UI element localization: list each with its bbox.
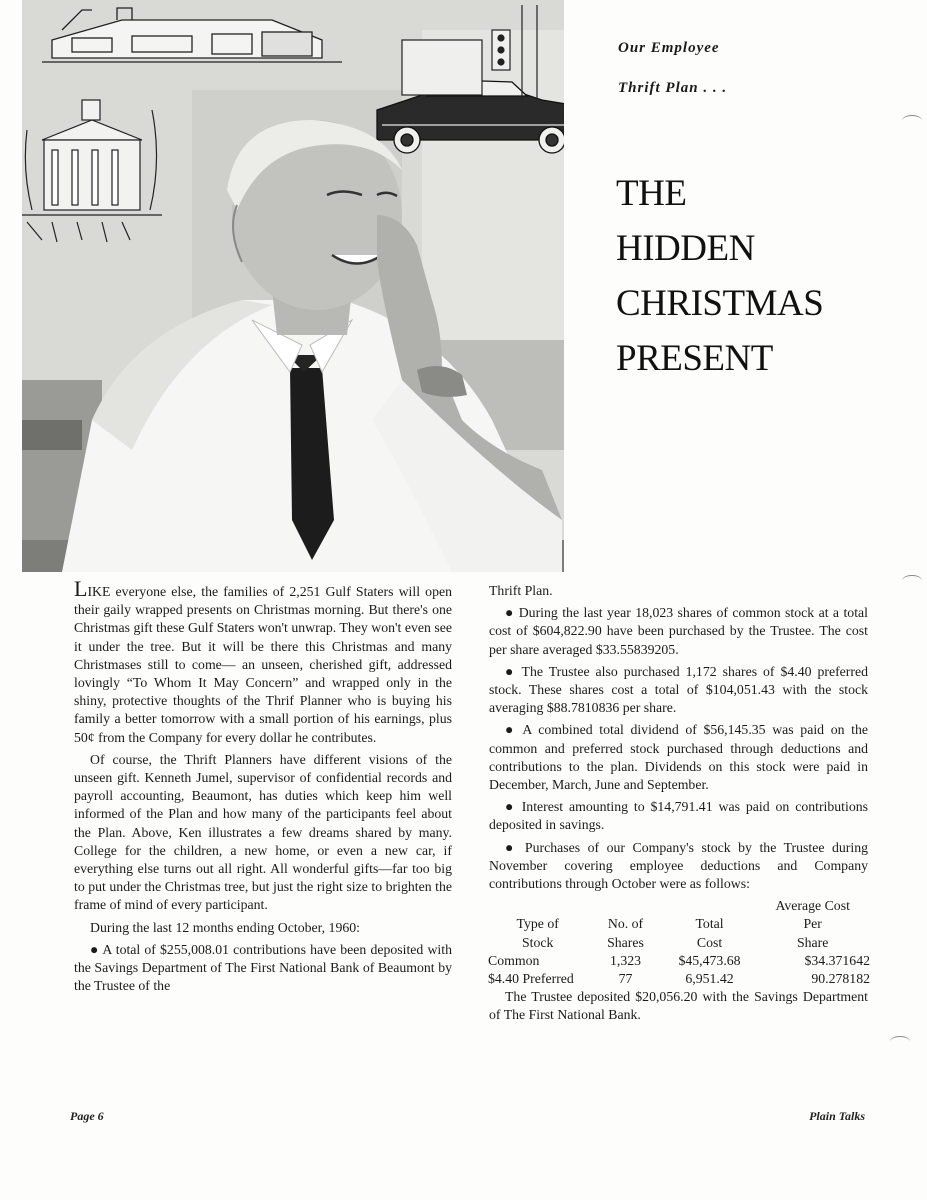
footer-publication: Plain Talks	[809, 1109, 865, 1123]
table-row	[488, 952, 870, 970]
cell-per-share: $34.371642	[804, 952, 870, 968]
bullet-text: Purchases of our Company's stock by the Trustee during November covering employee deductions and Company contributions through October were as follows:	[489, 839, 869, 892]
bullet-item-dividend	[489, 721, 868, 794]
page-title	[616, 166, 916, 386]
bullet-item-purchases	[489, 839, 868, 894]
paragraph-intro-text: IKE everyone else, the families of 2,251 Gulf Staters will open their gaily wrapped presents on Christmas morning. But there's one Christmas gift these Gulf Staters won't unwrap. They won't even see it under the tree. But it will be there this Christmas and many Christmases still to come— an unseen, cherished gift, addressed lovingly “To Whom It May Concern” and wrapped only in the shiny, protective thoughts of the Thrif Planner who is buying his family a better tomorrow with a small portion of his earnings, plus 50¢ from the Company for every dollar he contributes.	[74, 584, 452, 745]
bullet-icon: ●	[505, 663, 516, 679]
bullet-text: During the last year 18,023 shares of common stock at a total cost of $604,822.90 have been purchased by the Trustee. The cost per share averaged $33.55839205.	[489, 605, 868, 657]
cell-shares: 1,323	[609, 952, 642, 968]
bullet-text: Interest amounting to $14,791.41 was paid on contributions deposited in savings.	[489, 799, 869, 833]
header-number: No. of	[607, 916, 644, 932]
kicker-line-1: Our Employee	[618, 40, 720, 56]
paragraph-period: During the last 12 months ending October, 1960:	[90, 919, 360, 935]
contributions-text: A total of $255,008.01 contributions have been deposited with the Savings Department of The First National Bank of Beaumont by the Trustee of the	[74, 941, 452, 994]
header-total: Total	[695, 916, 724, 932]
bullet-item-interest	[489, 798, 868, 834]
header-share: Share	[796, 934, 829, 950]
bullet-item-preferred-stock	[489, 663, 868, 718]
header-shares: Shares	[607, 934, 644, 950]
header-stock: Stock	[521, 934, 554, 950]
header-type: Type of	[516, 916, 559, 932]
paragraph-closing: The Trustee deposited $20,056.20 with the Savings Department of The First National Bank.	[489, 989, 868, 1023]
cell-total-cost: 6,951.42	[685, 971, 734, 987]
bullet-text: A combined total dividend of $56,145.35 was paid on the common and preferred stock purchased through deductions and contributions to the plan. Dividends on this stock were paid in December, March, June and September.	[489, 722, 868, 793]
table-header-row-1	[488, 915, 870, 933]
binder-mark	[902, 575, 922, 586]
drop-cap: L	[74, 576, 88, 601]
header-per: Per	[803, 916, 822, 932]
bullet-icon: ●	[90, 941, 100, 957]
binder-mark	[890, 1036, 910, 1047]
bullet-text: The Trustee also purchased 1,172 shares of $4.40 preferred stock. These shares cost a total of $104,051.43 with the stock averaging $88.7810836 per share.	[489, 663, 868, 716]
table-row	[488, 970, 870, 988]
paragraph-visions: Of course, the Thrift Planners have different visions of the unseen gift. Kenneth Jumel, supervisor of confidential records and payroll accounting, Beaumont, has duties which keep him well informed of the Plan and how many of the participants feel about the Plan. Above, Ken illustrates a few dreams shared by many. College for the children, a new home, or even a new car, if everything else turns out all right. All wonderful gifts—far too big to put under the Christmas tree, but just the right size to brighten the frame of mind of every participant.	[74, 751, 452, 913]
header-average-cost: Average Cost	[775, 898, 850, 914]
paragraph-contributions	[74, 941, 452, 996]
cell-shares: 77	[618, 971, 633, 987]
bullet-item-common-stock	[489, 604, 868, 659]
paragraph-intro	[74, 576, 452, 747]
article-column-left	[74, 576, 452, 999]
bullet-icon: ●	[505, 799, 516, 815]
title-line-2: HIDDEN	[616, 228, 755, 269]
title-line-1: THE	[616, 173, 687, 214]
feature-photo	[22, 0, 564, 572]
bullet-icon: ●	[505, 839, 518, 855]
footer-page-number: Page 6	[70, 1109, 104, 1123]
kicker-line-2: Thrift Plan . . .	[618, 80, 728, 96]
paragraph-continued: Thrift Plan.	[489, 583, 553, 598]
article-column-right	[489, 582, 868, 1029]
binder-mark	[902, 115, 922, 126]
stock-purchase-table	[488, 897, 870, 988]
cell-per-share: 90.278182	[811, 971, 870, 987]
bullet-icon: ●	[505, 722, 517, 738]
photo-man-dreaming-icon	[22, 0, 564, 572]
title-line-3: CHRISTMAS	[616, 283, 824, 324]
table-header-row-2	[488, 934, 870, 952]
cell-type: Common	[488, 952, 540, 968]
bullet-icon: ●	[505, 605, 515, 621]
cell-type: $4.40 Preferred	[488, 971, 574, 987]
header-cost: Cost	[696, 934, 723, 950]
title-line-4: PRESENT	[616, 338, 773, 379]
table-header-row-top	[488, 897, 870, 915]
cell-total-cost: $45,473.68	[678, 952, 741, 968]
